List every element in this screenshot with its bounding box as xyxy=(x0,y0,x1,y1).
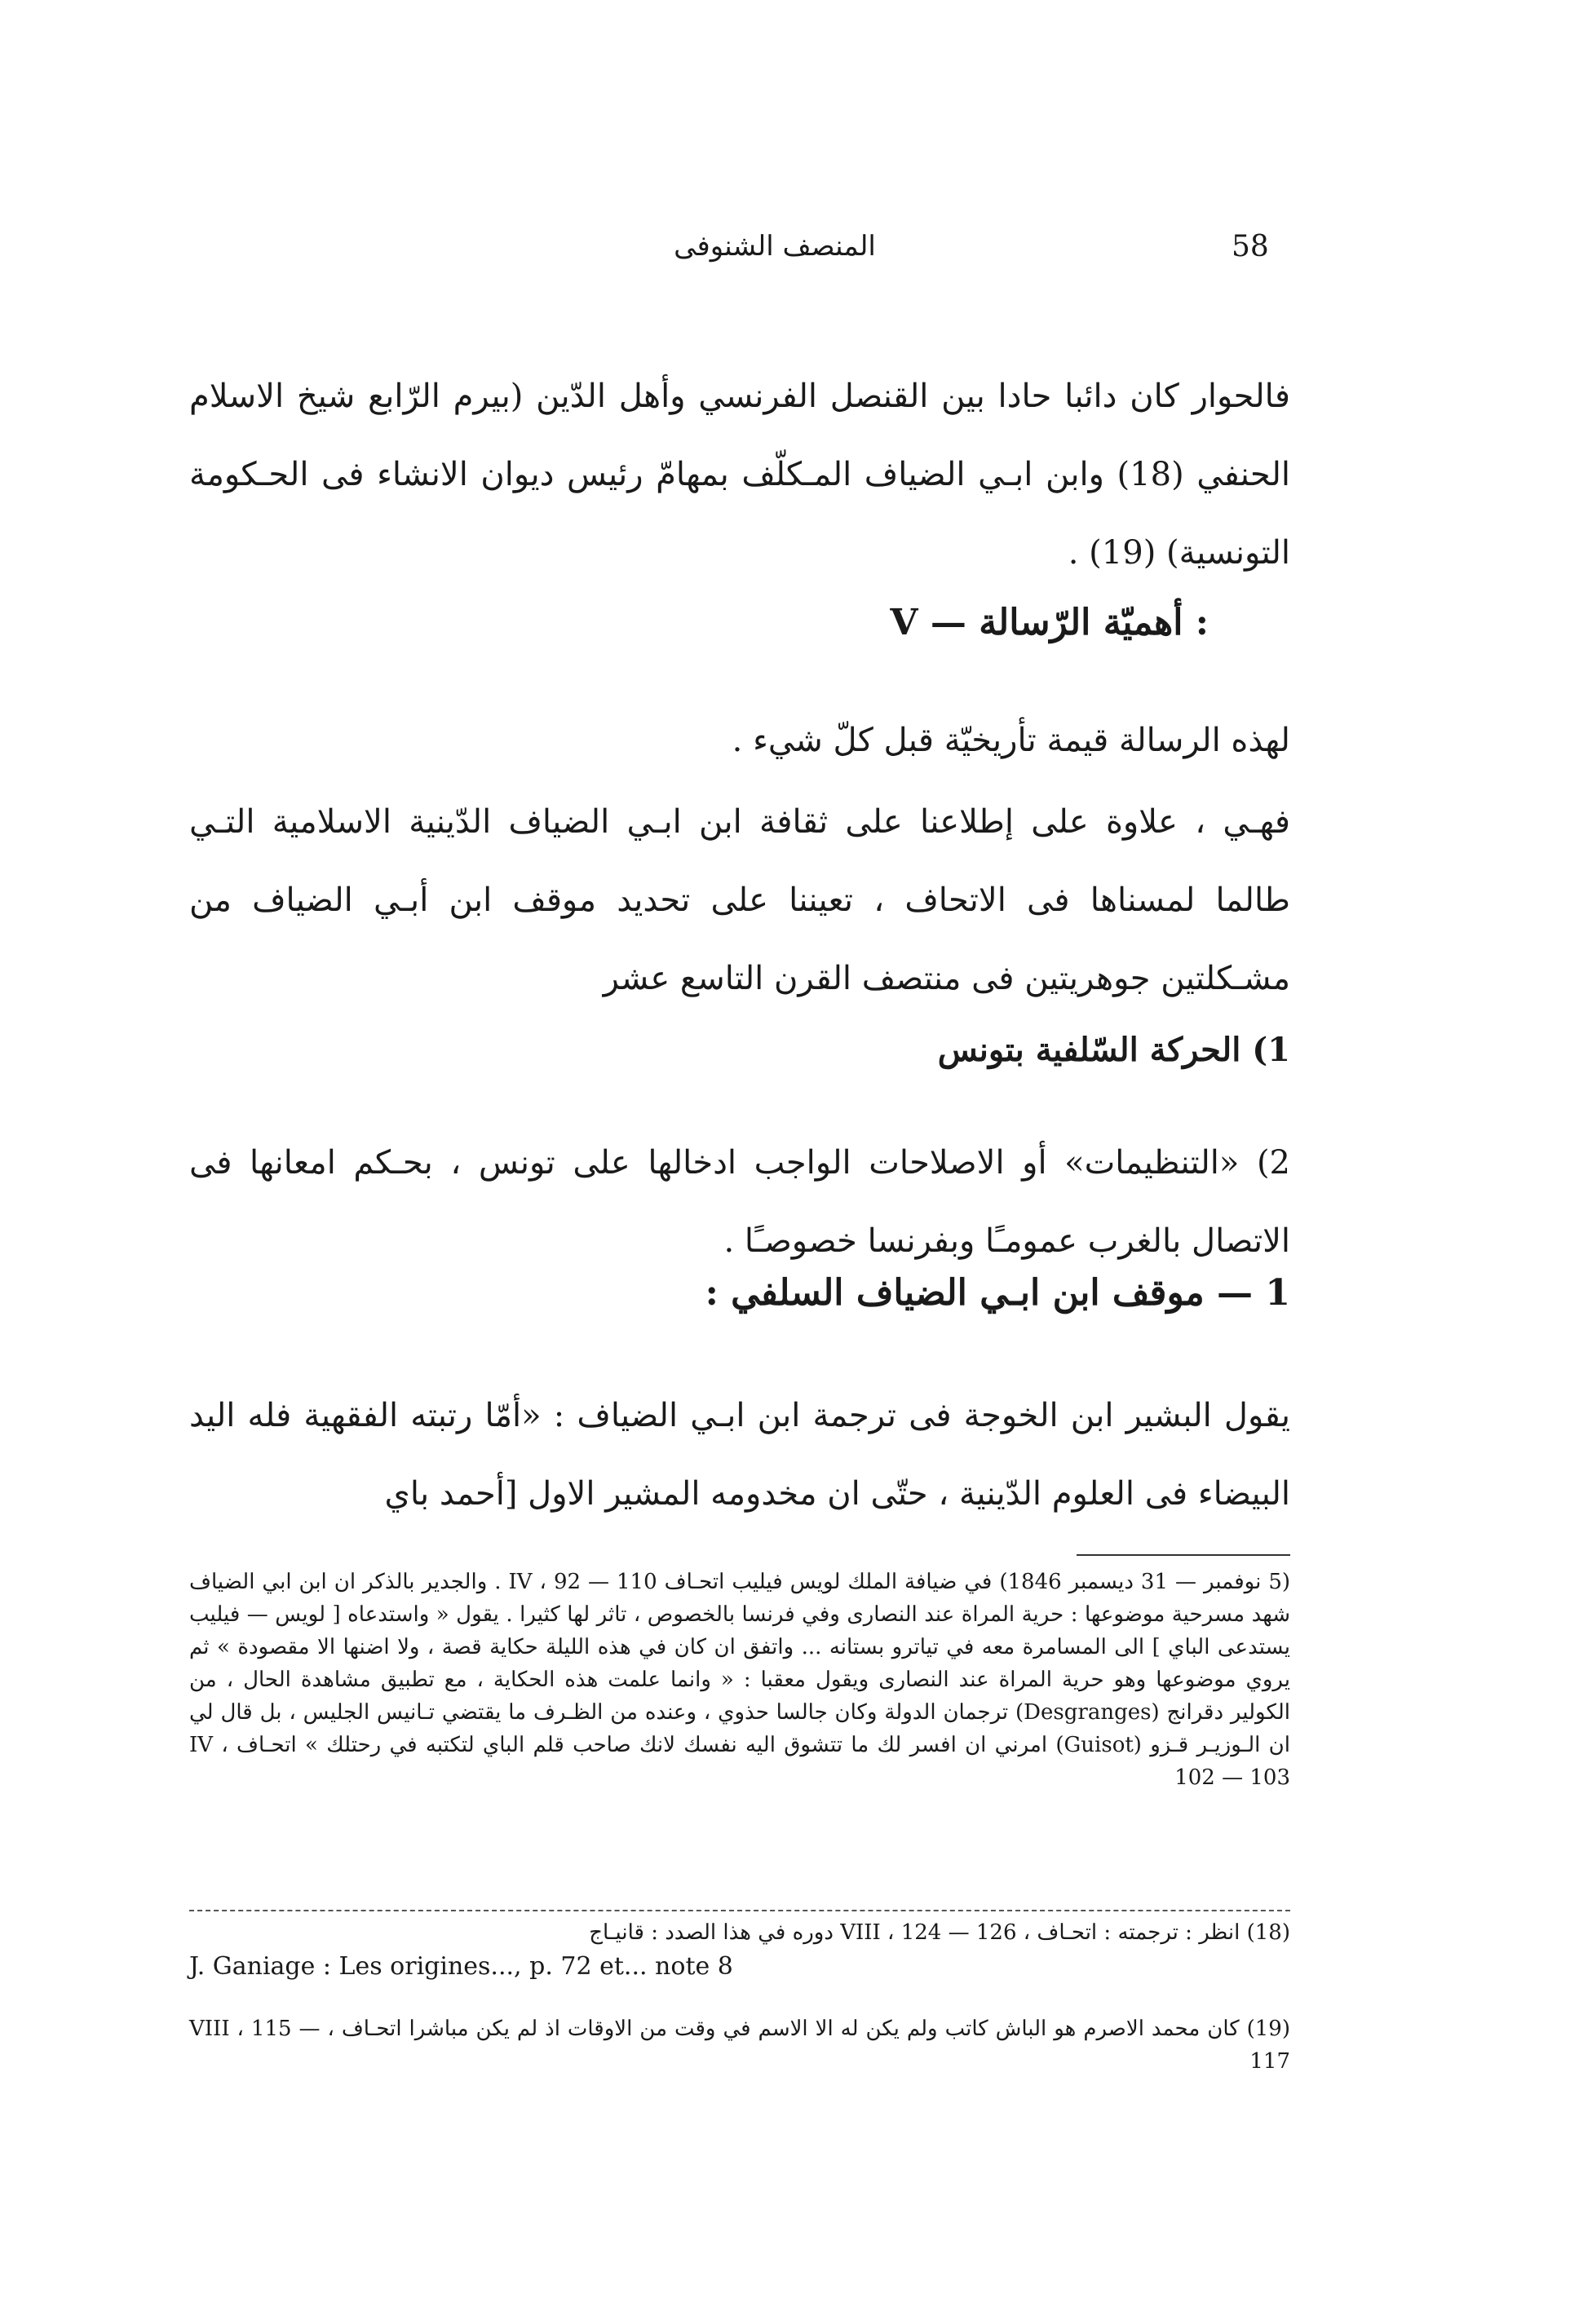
footnote-divider xyxy=(189,1910,1290,1911)
paragraph-knowledge: فهـي ، علاوة على إطلاعنا على ثقافة ابن ابـي الضياف الدّينية الاسلامية التـي طالما لمسناها فى الاتحاف ، تعيننا على تحديد موقف ابن أبـي الضياف من مشـكلتين جوهريتين فى منتصف القرن التاسع عشر xyxy=(189,803,1290,997)
paragraph-biography: يقول البشير ابن الخوجة فى ترجمة ابن ابـي الضياف : «أمّا رتبته الفقهية فله اليد البيضاء فى العلوم الدّينية ، حتّى ان مخدومه المشير الاول [أحمد باي xyxy=(189,1397,1290,1513)
footnote-18: (18) انظر : ترجمته : اتحـاف ، VIII ، 124 — 126 دوره في هذا الصدد : قانيـاج xyxy=(589,1920,1290,1945)
paragraph-dialogue: فالحوار كان دائبا حادا بين القنصل الفرنسي وأهل الدّين (بيرم الرّابع شيخ الاسلام الحنفي (18) وابن ابـي الضياف المـكلّف بمهامّ رئيس ديوان الانشاء فى الحـكومة التونسية) (19) . xyxy=(189,378,1291,572)
subsection-heading-1: 1 — موقف ابن ابـي الضياف السلفي : xyxy=(705,1272,1290,1314)
footnote-19: (19) كان محمد الاصرم هو الباش كاتب ولم يكن له الا الاسم في وقت من الاوقات اذ لم يكن مباشرا اتحـاف ، VIII ، 115 — 117 xyxy=(189,2017,1290,2074)
list-item-reforms: 2) «التنظيمات» أو الاصلاحات الواجب ادخالها على تونس ، بحـكم امعانها فى الاتصال بالغرب عمومـًا وبفرنسا خصوصـًا . xyxy=(189,1144,1290,1260)
page-number: 58 xyxy=(1232,230,1269,263)
paragraph-importance: لهذه الرسالة قيمة تأريخيّة قبل كلّ شيء . xyxy=(732,722,1290,759)
footnote-18-french: J. Ganiage : Les origines..., p. 72 et... note 8 xyxy=(189,1952,733,1981)
section-heading-v: V — أهميّة الرّسالة : xyxy=(890,602,1209,643)
footnote-continuation: (5 نوفمبر — 31 ديسمبر 1846) في ضيافة الملك لويس فيليب اتحـاف IV ، 92 — 110 . والجدير بالذكر ان ابن ابي الضياف شهد مسرحية موضوعها : حرية المراة عند النصارى وفي فرنسا بالخصوص ، تاثر لها كثيرا . يقول « واستدعاه [ لويس — فيليب يستدعى الباي ] الى المسامرة معه في تياترو بستانه ... واتفق ان كان في هذه الليلة حكاية قصة ، ولا اضنها الا مقصودة » ثم يروي موضوعها وهو حرية المراة عند النصارى ويقول معقبا : « وانما علمت هذه الحكاية ، مع تطبيق مشاهدة الحال ، من الكولير دقرانج (Desgranges) ترجمان الدولة وكان جالسا حذوي ، وعنده من الظـرف ما يقتضي تـانيس الجليس ، بل قال لي ان الـوزيـر قـزو (Guisot) امرني ان افسر لك ما تتشوق اليه نفسك لانك صاحب قلم الباي لتكتبه في رحتلك » اتحـاف ، IV 102 — 103 xyxy=(189,1570,1291,1790)
footnote-separator xyxy=(1077,1554,1290,1556)
running-title: المنصف الشنوفى xyxy=(674,230,876,263)
list-item-salafi: 1) الحركة السّلفية بتونس xyxy=(937,1031,1290,1069)
